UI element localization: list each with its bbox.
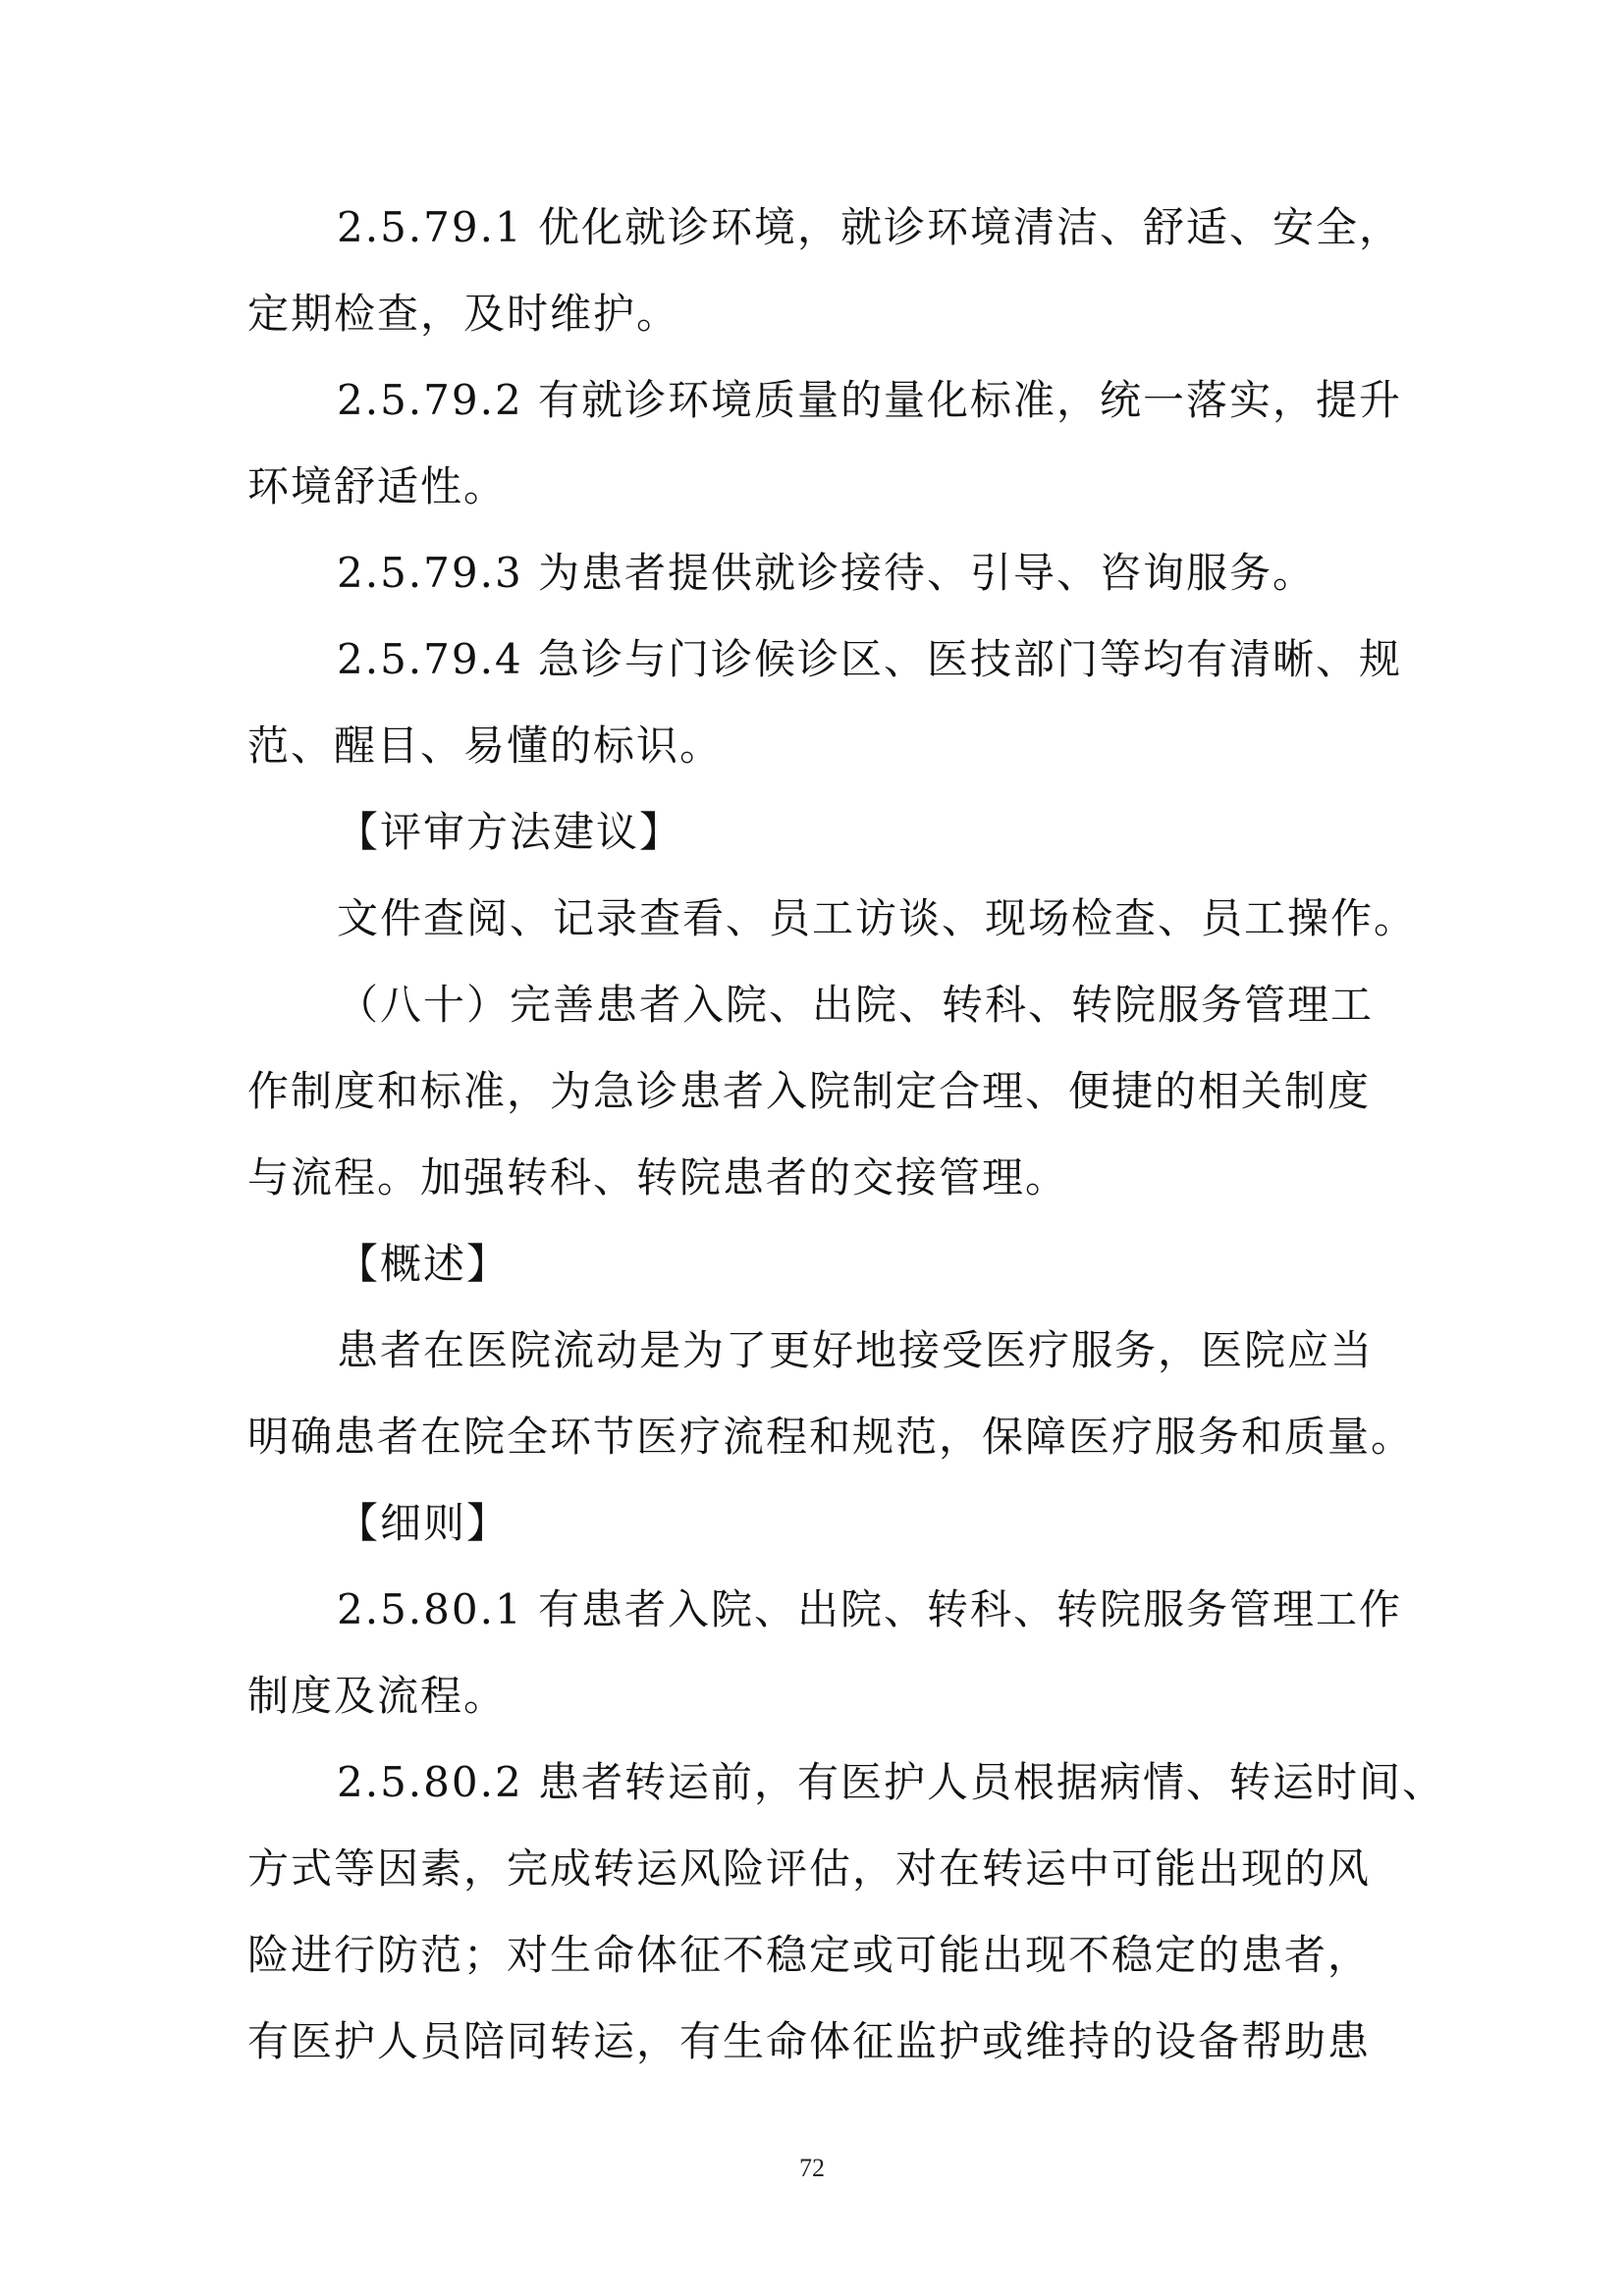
text-line: 有医护人员陪同转运，有生命体征监护或维持的设备帮助患: [247, 2017, 1372, 2065]
text-line: 险进行防范；对生命体征不稳定或可能出现不稳定的患者，: [247, 1931, 1372, 1979]
page-number: 72: [799, 2154, 825, 2182]
section-heading: 【概述】: [337, 1240, 511, 1288]
section-heading: 【细则】: [337, 1499, 511, 1547]
section-heading: 【评审方法建议】: [337, 808, 683, 856]
text-line: （八十）完善患者入院、出院、转科、转院服务管理工: [337, 981, 1375, 1029]
text-line: 2.5.79.4 急诊与门诊候诊区、医技部门等均有清晰、规: [337, 635, 1403, 683]
text-line: 定期检查，及时维护。: [247, 290, 680, 338]
text-line: 2.5.80.1 有患者入院、出院、转科、转院服务管理工作: [337, 1585, 1403, 1633]
text-line: 与流程。加强转科、转院患者的交接管理。: [247, 1153, 1069, 1201]
text-line: 作制度和标准，为急诊患者入院制定合理、便捷的相关制度: [247, 1067, 1372, 1115]
text-line: 文件查阅、记录查看、员工访谈、现场检查、员工操作。: [337, 894, 1418, 942]
text-line: 患者在医院流动是为了更好地接受医疗服务，医院应当: [337, 1326, 1375, 1374]
text-line: 2.5.80.2 患者转运前，有医护人员根据病情、转运时间、: [337, 1758, 1446, 1806]
text-line: 环境舒适性。: [247, 462, 508, 510]
text-line: 方式等因素，完成转运风险评估，对在转运中可能出现的风: [247, 1844, 1372, 1893]
text-line: 2.5.79.3 为患者提供就诊接待、引导、咨询服务。: [337, 549, 1317, 597]
text-line: 2.5.79.2 有就诊环境质量的量化标准，统一落实，提升: [337, 376, 1403, 424]
text-line: 范、醒目、易懂的标识。: [247, 721, 724, 770]
text-line: 明确患者在院全环节医疗流程和规范，保障医疗服务和质量。: [247, 1413, 1415, 1461]
text-line: 制度及流程。: [247, 1672, 508, 1720]
text-line: 2.5.79.1 优化就诊环境，就诊环境清洁、舒适、安全，: [337, 203, 1403, 251]
